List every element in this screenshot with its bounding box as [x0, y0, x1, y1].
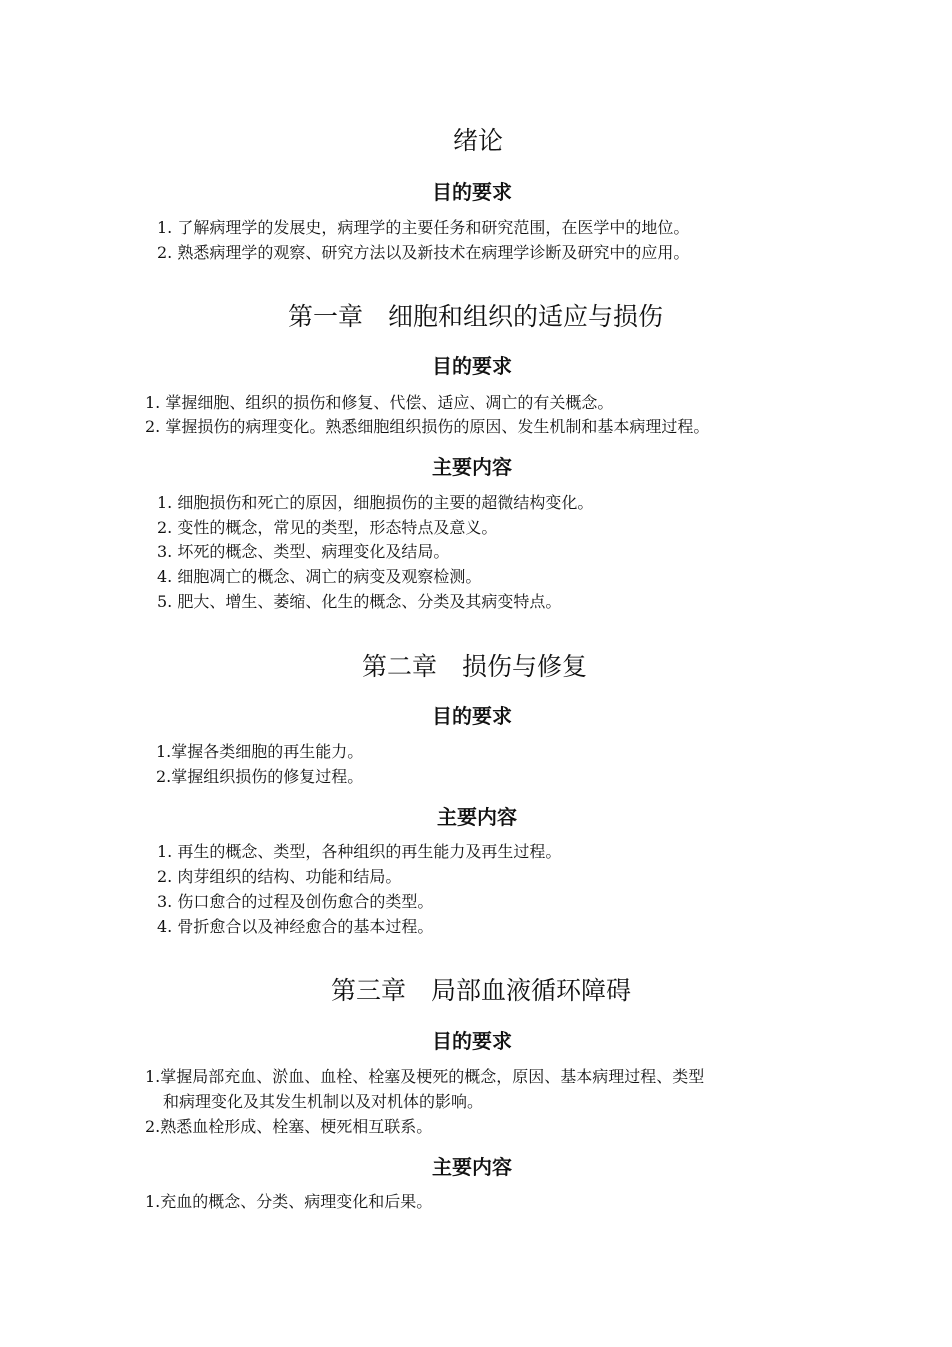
ch1-content-4: 4. 细胞凋亡的概念、凋亡的病变及观察检测。: [157, 567, 482, 586]
ch3-aim-2: 2.熟悉血栓形成、栓塞、梗死相互联系。: [145, 1117, 433, 1136]
ch1-content-3: 3. 坏死的概念、类型、病理变化及结局。: [157, 542, 450, 561]
ch1-content-2: 2. 变性的概念，常见的类型，形态特点及意义。: [157, 518, 498, 537]
ch2-content-1: 1. 再生的概念、类型，各种组织的再生能力及再生过程。: [157, 842, 562, 861]
ch3-content-1: 1.充血的概念、分类、病理变化和后果。: [145, 1192, 433, 1211]
ch1-content-heading: 主要内容: [432, 455, 512, 479]
ch1-content-1: 1. 细胞损伤和死亡的原因，细胞损伤的主要的超微结构变化。: [157, 493, 594, 512]
ch2-aims-heading: 目的要求: [432, 704, 512, 728]
ch3-aims-heading: 目的要求: [432, 1029, 512, 1053]
ch2-title: 第二章 损伤与修复: [362, 652, 588, 681]
intro-aim-2: 2. 熟悉病理学的观察、研究方法以及新技术在病理学诊断及研究中的应用。: [157, 243, 690, 262]
intro-aim-1: 1. 了解病理学的发展史，病理学的主要任务和研究范围，在医学中的地位。: [157, 218, 690, 237]
ch2-content-4: 4. 骨折愈合以及神经愈合的基本过程。: [157, 917, 434, 936]
ch1-aim-2: 2. 掌握损伤的病理变化。熟悉细胞组织损伤的原因、发生机制和基本病理过程。: [145, 417, 710, 436]
ch3-content-heading: 主要内容: [432, 1155, 512, 1179]
ch2-aim-2: 2.掌握组织损伤的修复过程。: [156, 767, 364, 786]
ch3-aim-1-cont: 和病理变化及其发生机制以及对机体的影响。: [163, 1092, 484, 1111]
ch2-content-2: 2. 肉芽组织的结构、功能和结局。: [157, 867, 402, 886]
ch2-aim-1: 1.掌握各类细胞的再生能力。: [156, 742, 364, 761]
ch3-title: 第三章 局部血液循环障碍: [331, 976, 632, 1005]
ch1-content-5: 5. 肥大、增生、萎缩、化生的概念、分类及其病变特点。: [157, 592, 562, 611]
ch1-aim-1: 1. 掌握细胞、组织的损伤和修复、代偿、适应、凋亡的有关概念。: [145, 393, 614, 412]
intro-aims-heading: 目的要求: [432, 180, 512, 204]
ch2-content-3: 3. 伤口愈合的过程及创伤愈合的类型。: [157, 892, 434, 911]
ch2-content-heading: 主要内容: [437, 805, 517, 829]
intro-title: 绪论: [453, 126, 504, 155]
ch1-aims-heading: 目的要求: [432, 354, 512, 378]
ch3-aim-1: 1.掌握局部充血、淤血、血栓、栓塞及梗死的概念，原因、基本病理过程、类型: [145, 1067, 705, 1086]
ch1-title: 第一章 细胞和组织的适应与损伤: [288, 302, 664, 331]
